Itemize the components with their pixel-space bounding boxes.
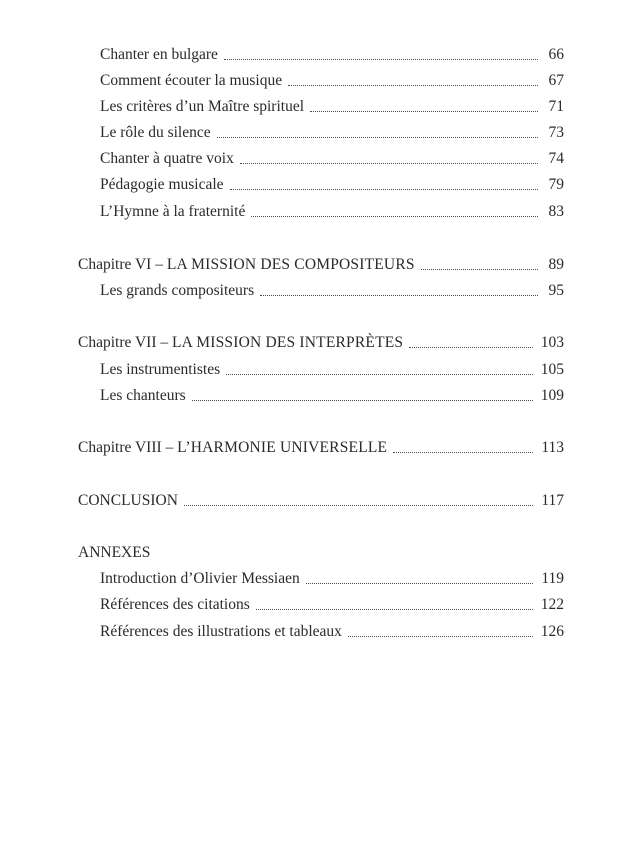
toc-entry-page: 117 xyxy=(541,492,564,509)
dot-leader xyxy=(226,373,533,375)
dot-leader xyxy=(217,136,538,138)
toc-entry-title: Chanter à quatre voix xyxy=(100,150,234,167)
toc-chapter-7[interactable] xyxy=(78,332,564,354)
dot-leader xyxy=(348,635,533,637)
toc-entry-page: 74 xyxy=(548,150,564,167)
toc-entry-page: 71 xyxy=(548,98,564,115)
toc-entry-title: Les chanteurs xyxy=(100,387,186,404)
toc-chapter-6[interactable] xyxy=(78,254,564,276)
toc-entry-page: 73 xyxy=(548,124,564,141)
chapter-title xyxy=(78,254,415,276)
toc-entry-page: 103 xyxy=(540,334,564,351)
toc-entry-page: 113 xyxy=(541,439,564,456)
toc-entry[interactable] xyxy=(100,359,564,381)
toc-entry[interactable] xyxy=(100,122,564,144)
chapter-name: LA MISSION DES INTERPRÈTES xyxy=(171,334,404,351)
toc-entry-page: 66 xyxy=(548,46,564,63)
dot-leader xyxy=(288,84,538,86)
toc-entry-page: 126 xyxy=(540,623,564,640)
dot-leader xyxy=(260,294,538,296)
dot-leader xyxy=(256,608,533,610)
toc-entry[interactable] xyxy=(100,568,564,590)
toc-entry-title: Introduction d’Olivier Messiaen xyxy=(100,570,300,587)
toc-entry-title: Les grands compositeurs xyxy=(100,282,255,299)
toc-chapter-8[interactable] xyxy=(78,437,564,459)
toc-entry-title: Les critères d’un Maître spirituel xyxy=(100,98,305,115)
toc-entry[interactable] xyxy=(100,174,564,196)
dot-leader xyxy=(184,504,533,506)
toc-entry-title: Le rôle du silence xyxy=(100,124,211,141)
toc-entry-page: 105 xyxy=(540,361,564,378)
chapter-name: LA MISSION DES COMPOSITEURS xyxy=(166,256,415,273)
dot-leader xyxy=(393,451,533,453)
toc-entry[interactable] xyxy=(100,594,564,616)
dot-leader xyxy=(251,215,538,217)
toc-entry[interactable] xyxy=(100,44,564,66)
toc-entry-title: Références des illustrations et tableaux xyxy=(100,623,342,640)
dot-leader xyxy=(240,162,538,164)
toc-entry-page: 83 xyxy=(548,203,564,220)
toc-entry[interactable] xyxy=(100,148,564,170)
dot-leader xyxy=(306,582,534,584)
toc-entry[interactable] xyxy=(100,280,564,302)
toc-entry-page: 89 xyxy=(548,256,564,273)
toc-entry-page: 122 xyxy=(540,596,564,613)
conclusion-title: CONCLUSION xyxy=(78,492,178,509)
dot-leader xyxy=(230,188,538,190)
dot-leader xyxy=(224,58,538,60)
dot-leader xyxy=(192,399,533,401)
chapter-name: L’HARMONIE UNIVERSELLE xyxy=(177,439,388,456)
toc-entry-title: Chanter en bulgare xyxy=(100,46,218,63)
toc-entry[interactable] xyxy=(100,96,564,118)
dot-leader xyxy=(421,268,538,270)
toc-entry[interactable] xyxy=(100,201,564,223)
toc-entry-title: Pédagogie musicale xyxy=(100,176,224,193)
dot-leader xyxy=(310,110,538,112)
toc-entry[interactable] xyxy=(100,70,564,92)
toc-entry-title: L’Hymne à la fraternité xyxy=(100,203,246,220)
toc-conclusion[interactable] xyxy=(78,490,564,512)
chapter-title xyxy=(78,437,387,459)
toc-entry-page: 119 xyxy=(541,570,564,587)
toc-entry-page: 95 xyxy=(548,282,564,299)
toc-entry-page: 109 xyxy=(540,387,564,404)
toc-entry-title: Références des citations xyxy=(100,596,250,613)
toc-entry-page: 79 xyxy=(548,176,564,193)
dot-leader xyxy=(409,346,533,348)
chapter-prefix: Chapitre VIII – xyxy=(78,439,178,456)
annexes-heading: ANNEXES xyxy=(78,544,151,561)
chapter-prefix: Chapitre VII – xyxy=(78,334,172,351)
toc-entry-title: Comment écouter la musique xyxy=(100,72,283,89)
chapter-prefix: Chapitre VI – xyxy=(78,256,167,273)
chapter-title xyxy=(78,332,403,354)
toc-entry-title: Les instrumentistes xyxy=(100,361,221,378)
toc-entry-page: 67 xyxy=(548,72,564,89)
toc-entry[interactable] xyxy=(100,385,564,407)
toc-entry[interactable] xyxy=(100,621,564,643)
